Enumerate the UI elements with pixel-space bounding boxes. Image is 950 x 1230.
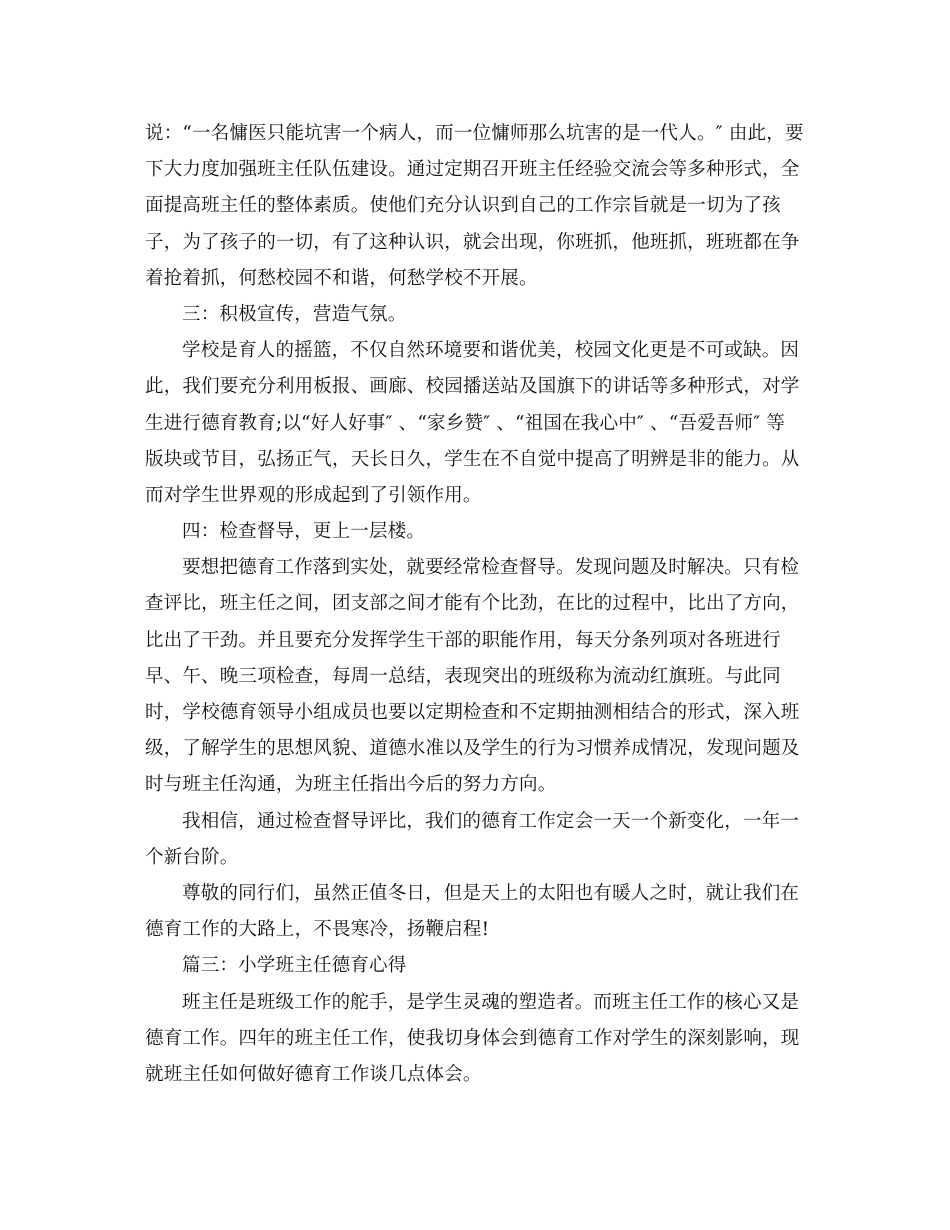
- text-line: 版块或节目，弘扬正气，天长日久，学生在不自觉中提高了明辨是非的能力。从: [145, 448, 800, 470]
- section-heading: 篇三：小学班主任德育心得: [182, 955, 407, 977]
- text-line: 班主任是班级工作的舵手，是学生灵魂的塑造者。而班主任工作的核心又是: [182, 991, 800, 1013]
- text-line: 早、午、晚三项检查，每周一总结，表现突出的班级称为流动红旗班。与此同: [145, 665, 781, 687]
- text-line: 尊敬的同行们，虽然正值冬日，但是天上的太阳也有暖人之时，就让我们在: [182, 882, 800, 904]
- text-line: 就班主任如何做好德育工作谈几点体会。: [145, 1063, 482, 1085]
- text-line: 而对学生世界观的形成起到了引领作用。: [145, 484, 482, 506]
- text-line: 比出了干劲。并且要充分发挥学生干部的职能作用，每天分条列项对各班进行: [145, 629, 781, 651]
- text-line: 生进行德育教育;以“好人好事″ 、“家乡赞″ 、“祖国在我心中″ 、“吾爱吾师″ 等: [145, 412, 786, 434]
- text-line: 下大力度加强班主任队伍建设。通过定期召开班主任经验交流会等多种形式，全: [145, 159, 800, 181]
- text-line: 个新台阶。: [145, 846, 239, 868]
- text-line: 时与班主任沟通，为班主任指出今后的努力方向。: [145, 774, 557, 796]
- text-line: 此，我们要充分利用板报、画廊、校园播送站及国旗下的讲话等多种形式，对学: [145, 376, 800, 398]
- text-line: 德育工作。四年的班主任工作，使我切身体会到德育工作对学生的深刻影响，现: [145, 1027, 800, 1049]
- text-line: 面提高班主任的整体素质。使他们充分认识到自己的工作宗旨就是一切为了孩: [145, 195, 781, 217]
- text-line: 学校是育人的摇篮，不仅自然环境要和谐优美，校园文化更是不可或缺。因: [182, 340, 800, 362]
- text-line: 我相信，通过检查督导评比，我们的德育工作定会一天一个新变化，一年一: [182, 810, 800, 832]
- text-line: 要想把德育工作落到实处，就要经常检查督导。发现问题及时解决。只有检: [182, 557, 800, 579]
- text-line: 着抢着抓，何愁校园不和谐，何愁学校不开展。: [145, 267, 538, 289]
- text-line: 时，学校德育领导小组成员也要以定期检查和不定期抽测相结合的形式，深入班: [145, 702, 800, 723]
- text-line: 级，了解学生的思想风貌、道德水准以及学生的行为习惯养成情况，发现问题及: [145, 738, 800, 760]
- text-line: 说：“一名慵医只能坑害一个病人，而一位慵师那么坑害的是一代人。″ 由此，要: [145, 123, 804, 144]
- text-line: 查评比，班主任之间，团支部之间才能有个比劲，在比的过程中，比出了方向，: [145, 593, 800, 615]
- text-line: 子，为了孩子的一切，有了这种认识，就会出现，你班抓，他班抓，班班都在争: [145, 231, 800, 253]
- section-heading: 三：积极宣传，营造气氛。: [182, 303, 407, 325]
- section-heading: 四：检查督导，更上一层楼。: [182, 521, 426, 543]
- text-line: 德育工作的大路上，不畏寒冷，扬鞭启程!: [145, 919, 490, 941]
- document-body: [145, 116, 810, 1093]
